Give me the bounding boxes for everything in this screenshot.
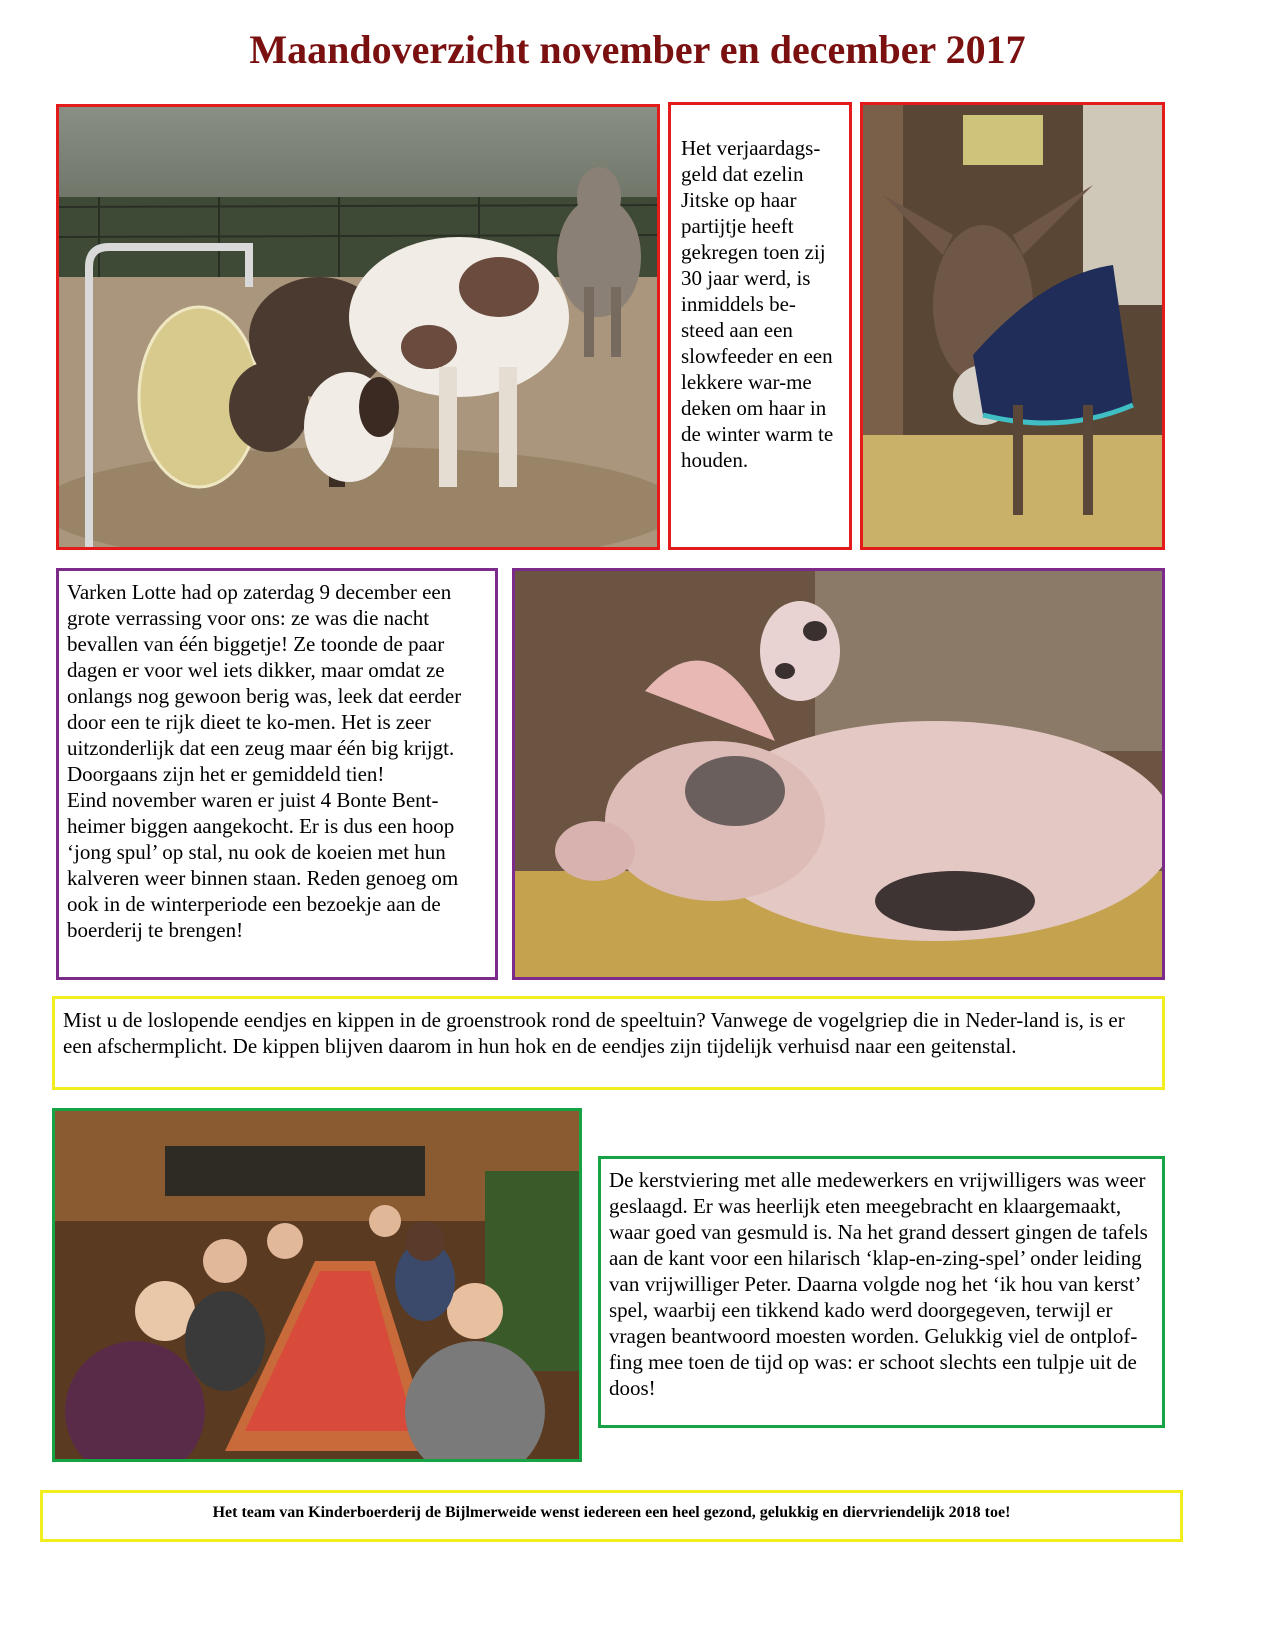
jitske-blanket-photo — [860, 102, 1165, 550]
donkey-caption-text: Het verjaardags-geld dat ezelin Jitske op haar partijtje heeft gekregen toen zij 30 jaar werd, is inmiddels be-steed aan een slowfeeder en een lekkere war-me deken om haar in de winter warm te houden. — [681, 136, 834, 472]
footer-message-box — [40, 1490, 1183, 1542]
bird-flu-notice-box — [52, 996, 1165, 1090]
christmas-story-text: De kerstviering met alle medewerkers en vrijwilligers was weer geslaagd. Er was heerlijk eten meegebracht en klaargemaakt, waar goed van gesmuld is. Na het grand dessert gingen de tafels aan de kant voor een hilarisch ‘klap-en-zing-spel’ onder leiding van vrijwilliger Peter. Daarna volgde nog het ‘ik hou van kerst’ spel, waarbij een tikkend kado werd doorgegeven, terwijl er vragen beantwoord moesten worden. Gelukkig viel de ontplof-fing mee toen de tijd op was: er schoot slechts een tulpje uit de doos! — [609, 1168, 1148, 1400]
christmas-story-box — [598, 1156, 1165, 1428]
pig-with-piglet-photo — [512, 568, 1165, 980]
christmas-dinner-photo — [52, 1108, 582, 1462]
pig-story-paragraph-1: Varken Lotte had op zaterdag 9 december een grote verrassing voor ons: ze was die nacht bevallen van één biggetje! Ze toonde de paar dagen er voor wel iets dikker, maar omdat ze onlangs nog gewoon berig was, leek dat eerder door een te rijk dieet te ko-men. Het is zeer uitzonderlijk dat een zeug maar één big krijgt. Doorgaans zijn het er gemiddeld tien! — [67, 580, 462, 786]
bird-flu-notice-text: Mist u de loslopende eendjes en kippen in de groenstrook rond de speeltuin? Vanwege de vogelgriep die in Neder-land is, is er een afschermplicht. De kippen blijven daarom in hun hok en de eendjes zijn tijdelijk verhuisd naar een geitenstal. — [63, 1008, 1125, 1058]
pig-story-box — [56, 568, 498, 980]
page-title: Maandoverzicht november en december 2017 — [249, 27, 1026, 72]
pig-story-paragraph-2: Eind november waren er juist 4 Bonte Bent-heimer biggen aangekocht. Er is dus een hoop ‘jong spul’ op stal, nu ook de koeien met hun kalveren weer binnen staan. Reden genoeg om ook in de winterperiode een bezoekje aan de boerderij te brengen! — [67, 788, 459, 942]
donkeys-photo — [56, 104, 660, 550]
donkey-caption-box — [668, 102, 852, 550]
footer-message-text: Het team van Kinderboerderij de Bijlmerweide wenst iedereen een heel gezond, gelukkig en diervriendelijk 2018 toe! — [212, 1504, 1011, 1521]
